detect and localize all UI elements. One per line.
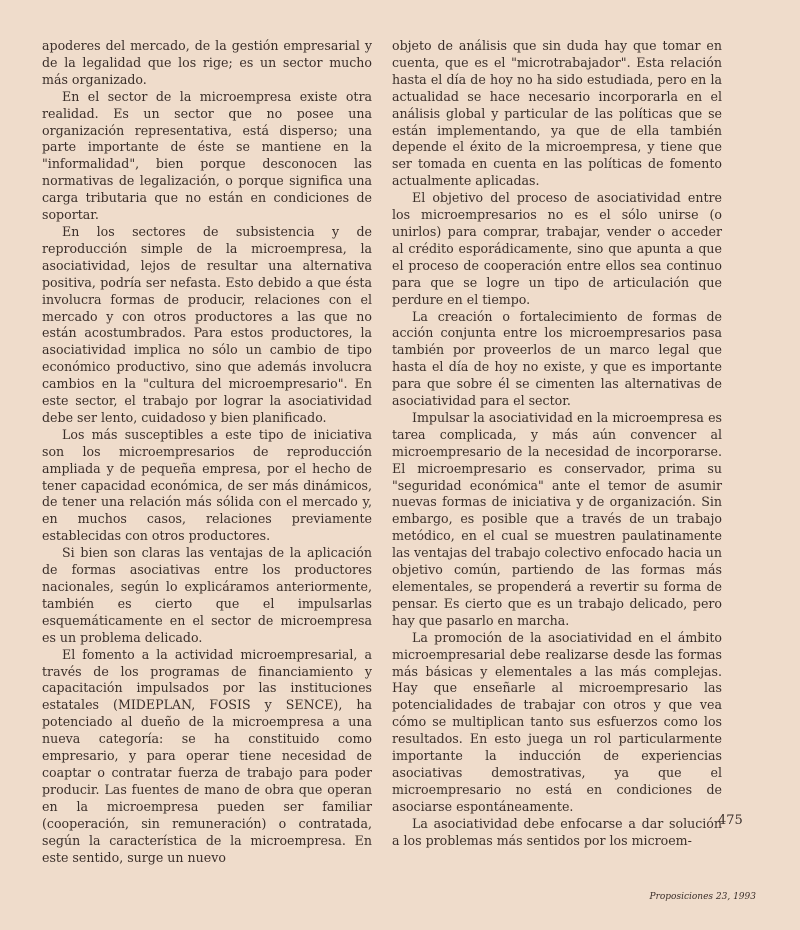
paragraph: objeto de análisis que sin duda hay que tomar en cuenta, que es el "microtrabajador". Esta relación hasta el día de hoy no ha sido estudiada, pero en la actualidad se hace necesario incorporarla en el análisis global y particular de las políticas que se están implementando, ya que de ella también depende el éxito de la microempresa, y tiene que ser tomada en cuenta en las políticas de fomento actualmente aplicadas. [392, 38, 722, 189]
paragraph: Si bien son claras las ventajas de la aplicación de formas asociativas entre los productores nacionales, según lo explicáramos anteriormente, también es cierto que el impulsarlas esquemáticamente en el sector de microempresa es un problema delicado. [42, 545, 372, 645]
paragraph: El objetivo del proceso de asociatividad entre los microempresarios no es el sólo unirse (o unirlos) para comprar, trabajar, vender o acceder al crédito esporádicamente, sino que apunta a que el proceso de cooperación entre ellos sea continuo para que se logre un tipo de articulación que perdure en el tiempo. [392, 190, 722, 307]
paragraph: El fomento a la actividad microempresarial, a través de los programas de financiamiento y capacitación impulsados por las instituciones estatales (MIDEPLAN, FOSIS y SENCE), ha potenciado al dueño de la microempresa a una nueva categoría: se ha constituido como empresario, y para operar tiene necesidad de coaptar o contratar fuerza de trabajo para poder producir. Las fuentes de mano de obra que operan en la microempresa pueden ser familiar (cooperación, sin remuneración) o contratada, según la característica de la microempresa. En este sentido, surge un nuevo [42, 646, 372, 865]
left-column [42, 38, 372, 866]
running-footer: Proposiciones 23, 1993 [649, 892, 756, 902]
paragraph: En los sectores de subsistencia y de reproducción simple de la microempresa, la asociatividad, lejos de resultar una alternativa positiva, podría ser nefasta. Esto debido a que ésta involucra formas de producir, relaciones con el mercado y con otros productores a las que no están acostumbrados. Para estos productores, la asociatividad implica no sólo un cambio de tipo económico productivo, sino que además involucra cambios en la "cultura del microempresario". En este sector, el trabajo por lograr la asociatividad debe ser lento, cuidadoso y bien planificado. [42, 223, 372, 425]
paragraph: La asociatividad debe enfocarse a dar solución a los problemas más sentidos por los microem- [392, 815, 722, 848]
paragraph: Impulsar la asociatividad en la microempresa es tarea complicada, y más aún convencer al microempresario de la necesidad de incorporarse. El microempresario es conservador, prima su "seguridad económica" ante el temor de asumir nuevas formas de iniciativa y de organización. Sin embargo, es posible que a través de un trabajo metódico, en el cual se muestren paulatinamente las ventajas del trabajo colectivo enfocado hacia un objetivo común, partiendo de las formas más elementales, se propenderá a revertir su forma de pensar. Es cierto que es un trabajo delicado, pero hay que pasarlo en marcha. [392, 409, 722, 628]
paragraph: Los más susceptibles a este tipo de iniciativa son los microempresarios de reproducción ampliada y de pequeña empresa, por el hecho de tener capacidad económica, de ser más dinámicos, de tener una relación más sólida con el mercado y, en muchos casos, relaciones previamente establecidas con otros productores. [42, 426, 372, 544]
paragraph: La promoción de la asociatividad en el ámbito microempresarial debe realizarse desde las formas más básicas y elementales a las más complejas. Hay que enseñarle al microempresario las potencialidades de trabajar con otros y que vea cómo se multiplican tanto sus esfuerzos como los resultados. En esto juega un rol particularmente importante la inducción de experiencias asociativas demostrativas, ya que el microempresario no está en condiciones de asociarse espontáneamente. [392, 629, 722, 814]
page-number: 475 [718, 813, 743, 828]
paragraph: apoderes del mercado, de la gestión empresarial y de la legalidad que los rige; es un sector mucho más organizado. [42, 38, 372, 87]
paragraph: En el sector de la microempresa existe otra realidad. Es un sector que no posee una organización representativa, está disperso; una parte importante de éste se mantiene en la "informalidad", bien porque desconocen las normativas de legalización, o porque significa una carga tributaria que no están en condiciones de soportar. [42, 88, 372, 223]
right-column [392, 38, 722, 850]
paragraph: La creación o fortalecimiento de formas de acción conjunta entre los microempresarios pasa también por proveerlos de un marco legal que hasta el día de hoy no existe, y que es importante para que sobre él se cimenten las alternativas de asociatividad para el sector. [392, 308, 722, 409]
